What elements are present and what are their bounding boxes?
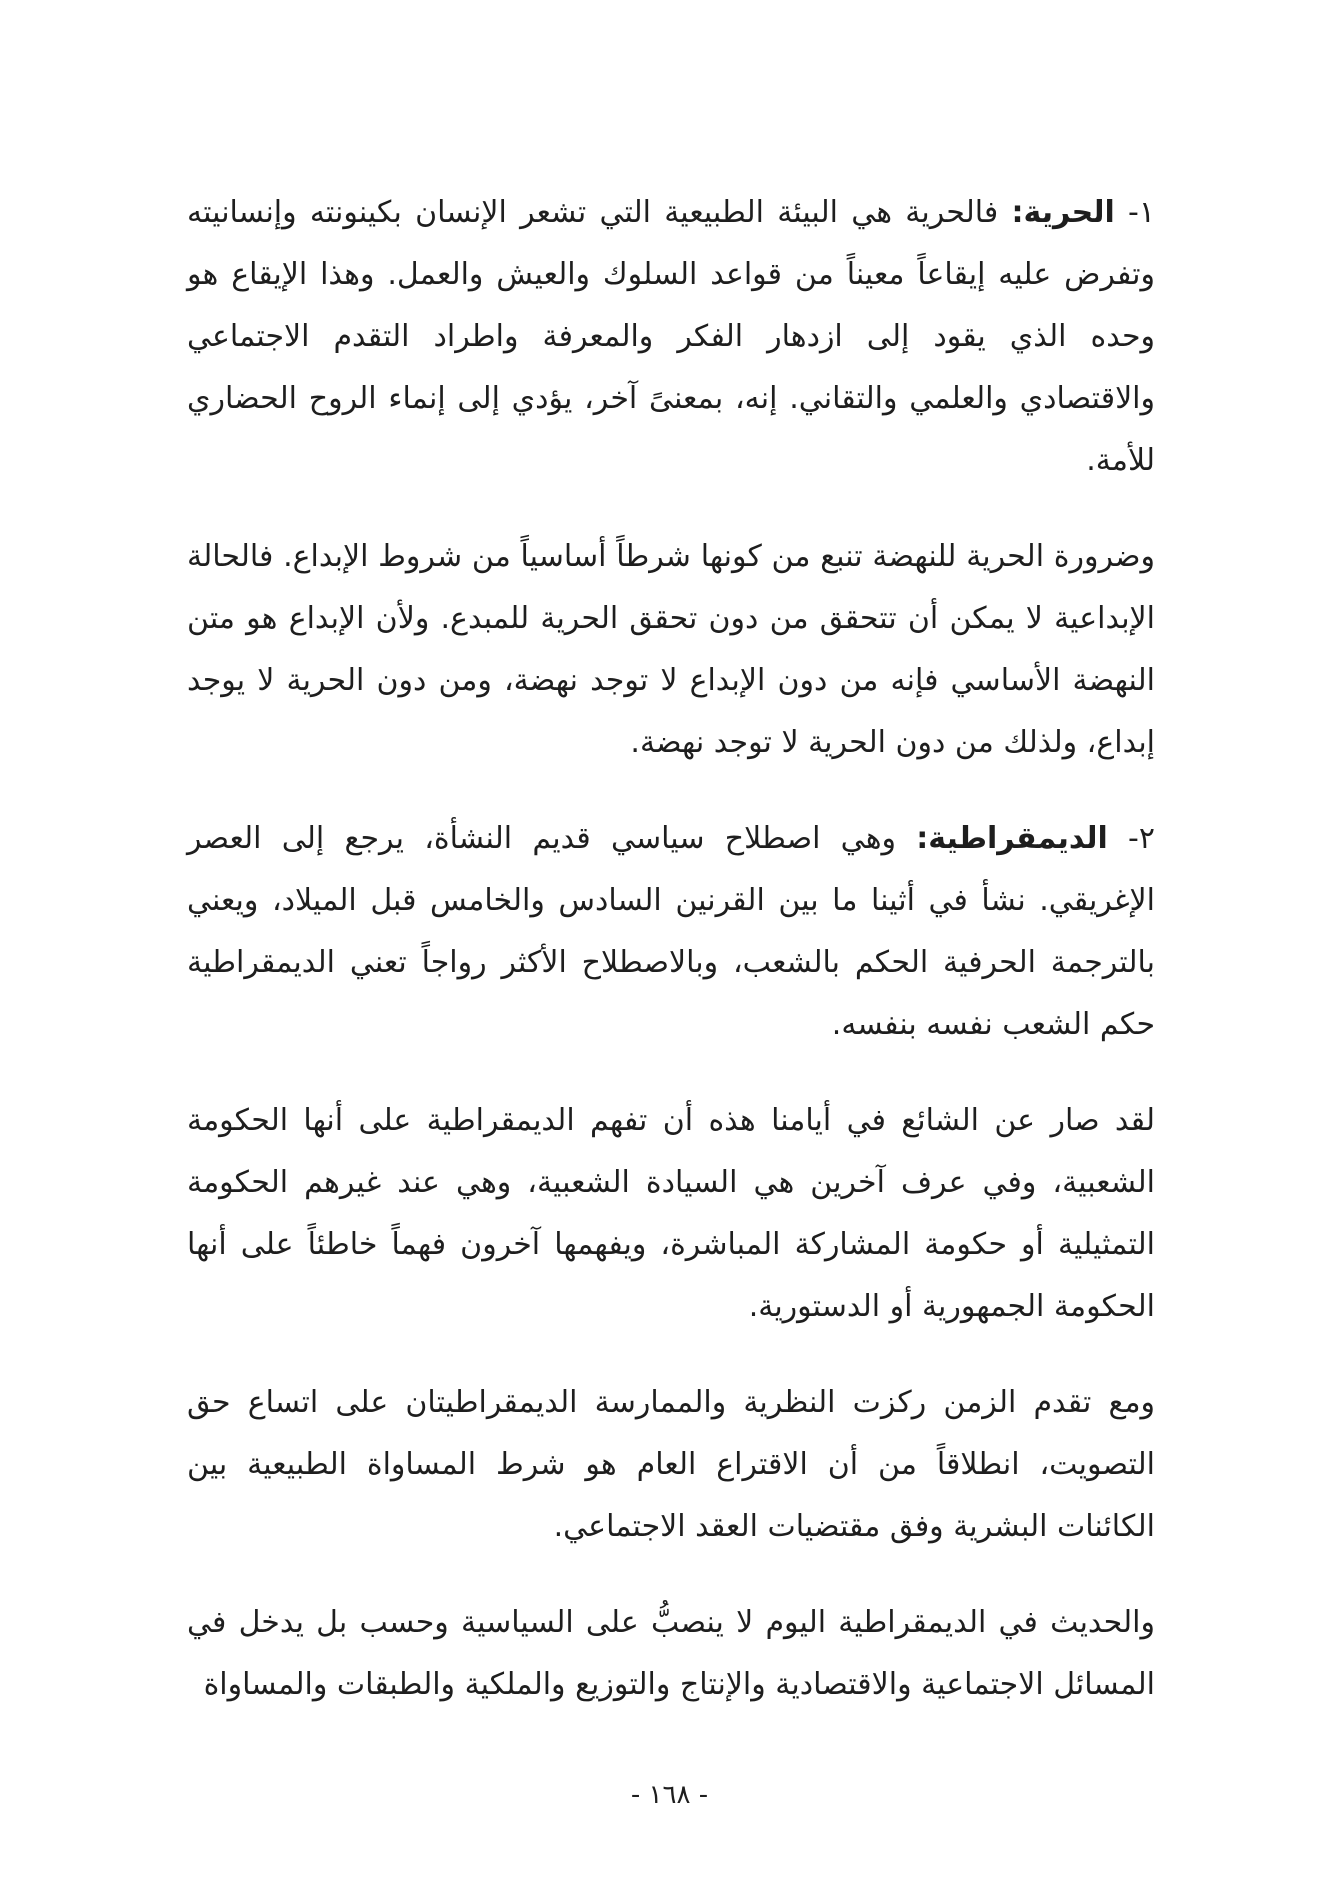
paragraph-text: لقد صار عن الشائع في أيامنا هذه أن تفهم الديمقراطية على أنها الحكومة الشعبية، وفي عرف آخرين هي السيادة الشعبية، وهي عند غيرهم الحكومة التمثيلية أو حكومة المشاركة المباشرة، ويفهمها آخرون فهماً خاطئاً على أنها الحكومة الجمهورية أو الدستورية. [187,1103,1155,1324]
term-democracy: الديمقراطية: [916,821,1108,856]
paragraph-democracy-meanings [187,1090,1155,1338]
paragraph-text: وهي اصطلاح سياسي قديم النشأة، يرجع إلى العصر الإغريقي. نشأ في أثينا ما بين القرنين السادس والخامس قبل الميلاد، ويعني بالترجمة الحرفية الحكم بالشعب، وبالاصطلاح الأكثر رواجاً تعني الديمقراطية حكم الشعب نفسه بنفسه. [187,821,1155,1042]
page-body [187,182,1155,1716]
paragraph-freedom-renaissance [187,526,1155,774]
paragraph-text: فالحرية هي البيئة الطبيعية التي تشعر الإنسان بكينونته وإنسانيته وتفرض عليه إيقاعاً معيناً من قواعد السلوك والعيش والعمل. وهذا الإيقاع هو وحده الذي يقود إلى ازدهار الفكر والمعرفة واطراد التقدم الاجتماعي والاقتصادي والعلمي والتقاني. إنه، بمعنىً آخر، يؤدي إلى إنماء الروح الحضاري للأمة. [187,195,1155,478]
paragraph-freedom [187,182,1155,492]
paragraph-text: والحديث في الديمقراطية اليوم لا ينصبُّ على السياسية وحسب بل يدخل في المسائل الاجتماعية والاقتصادية والإنتاج والتوزيع والملكية والطبقات والمساواة [187,1605,1155,1702]
paragraph-voting-rights [187,1372,1155,1558]
paragraph-number: ٢- [1128,821,1155,856]
term-freedom: الحرية: [1011,195,1115,230]
page-number: - ١٦٨ - [630,1780,709,1810]
paragraph-text: ومع تقدم الزمن ركزت النظرية والممارسة الديمقراطيتان على اتساع حق التصويت، انطلاقاً من أن الاقتراع العام هو شرط المساواة الطبيعية بين الكائنات البشرية وفق مقتضيات العقد الاجتماعي. [187,1385,1155,1544]
paragraph-text: وضرورة الحرية للنهضة تنبع من كونها شرطاً أساسياً من شروط الإبداع. فالحالة الإبداعية لا يمكن أن تتحقق من دون تحقق الحرية للمبدع. ولأن الإبداع هو متن النهضة الأساسي فإنه من دون الإبداع لا توجد نهضة، ومن دون الحرية لا يوجد إبداع، ولذلك من دون الحرية لا توجد نهضة. [187,539,1155,760]
paragraph-number: ١- [1128,195,1155,230]
paragraph-democracy-today [187,1592,1155,1716]
paragraph-democracy [187,808,1155,1056]
